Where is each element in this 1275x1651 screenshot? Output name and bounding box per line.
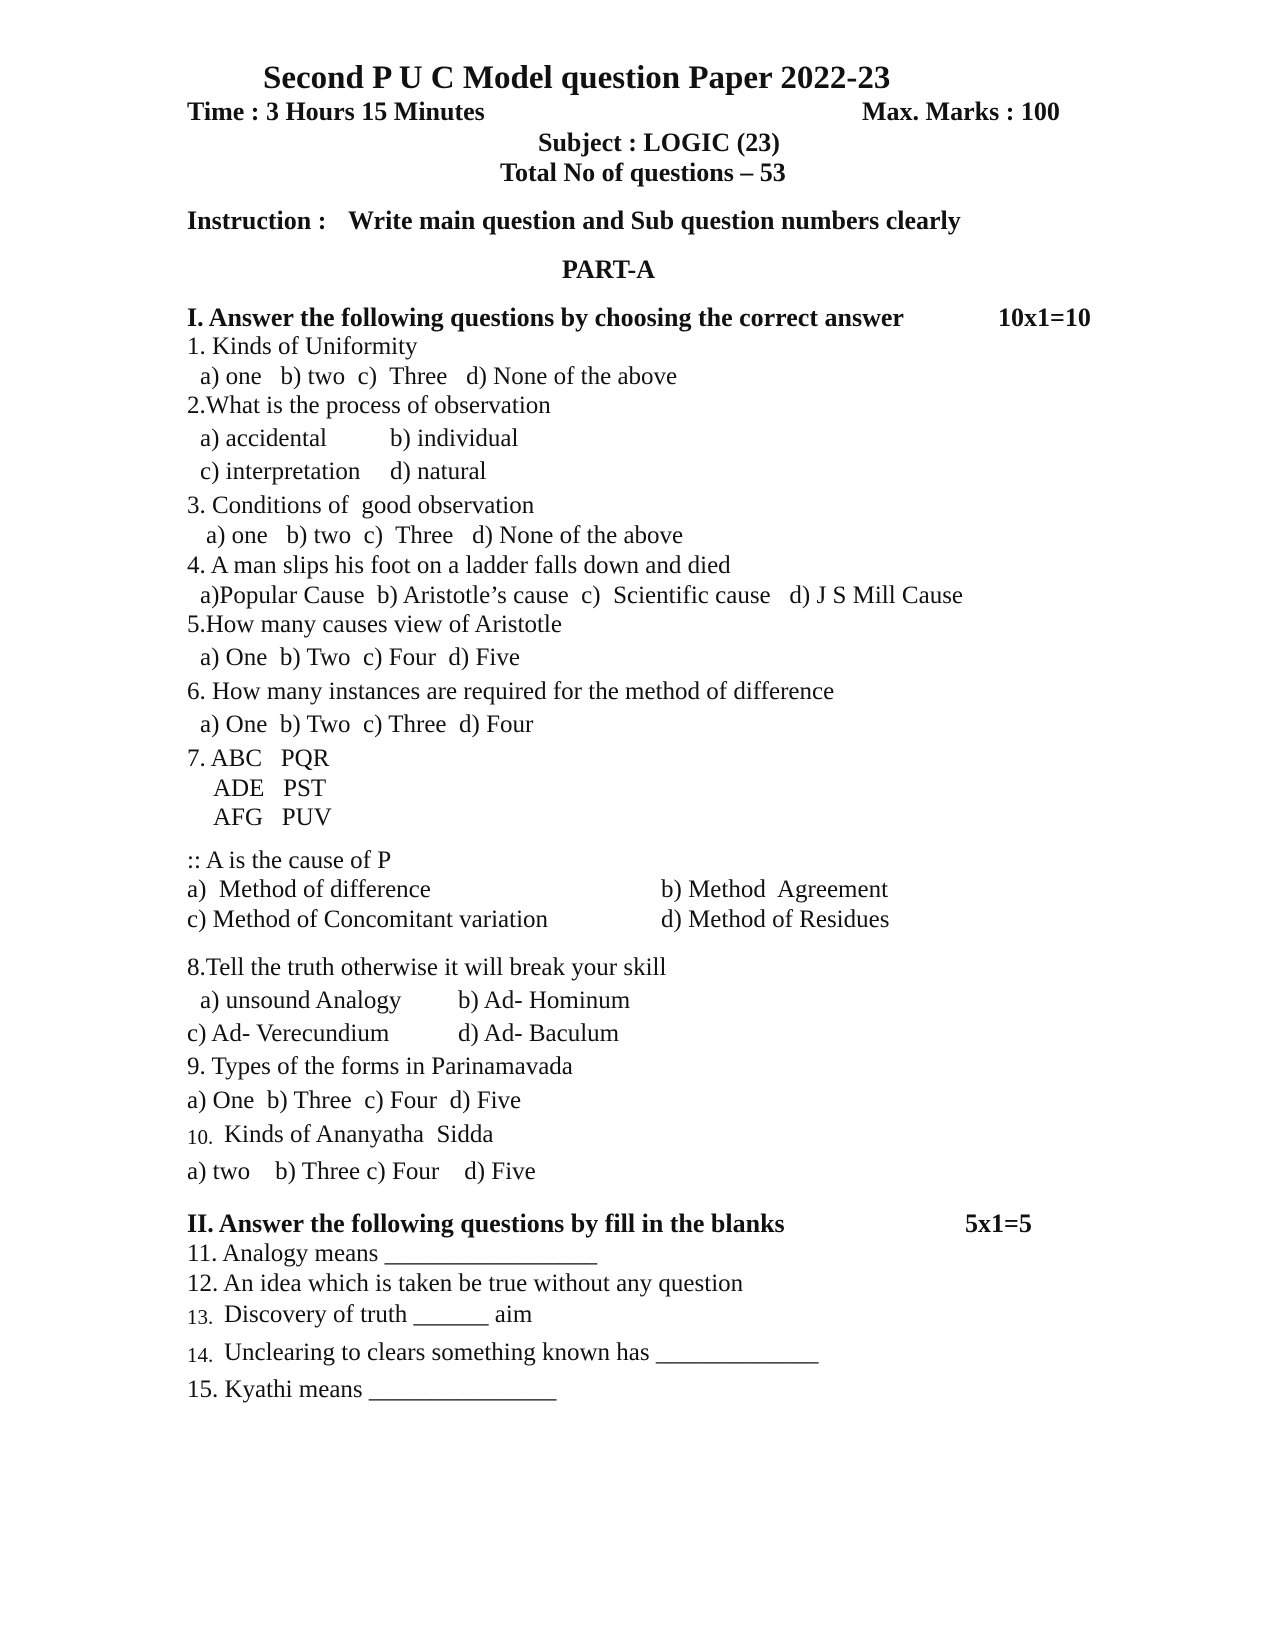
section1-heading: I. Answer the following questions by choosing the correct answer — [187, 303, 904, 332]
q7-option-d: d) Method of Residues — [661, 906, 890, 933]
q9-options: a) One b) Three c) Four d) Five — [187, 1087, 522, 1114]
q1-text: 1. Kinds of Uniformity — [187, 333, 418, 360]
section2-marks: 5x1=5 — [965, 1209, 1032, 1238]
q7-line2: ADE PST — [213, 775, 327, 802]
q8-option-c: c) Ad- Verecundium — [187, 1020, 390, 1047]
q12-text: 12. An idea which is taken be true without any question — [187, 1270, 744, 1297]
q13-number: 13. — [187, 1305, 214, 1329]
q8-option-a: a) unsound Analogy — [200, 987, 402, 1014]
part-a-title: PART-A — [562, 255, 655, 284]
q14-text: Unclearing to clears something known has _____________ — [224, 1339, 819, 1366]
q10-number: 10. — [187, 1125, 214, 1149]
subject: Subject : LOGIC (23) — [538, 128, 780, 157]
q7-option-b: b) Method Agreement — [661, 876, 889, 903]
q3-text: 3. Conditions of good observation — [187, 492, 535, 519]
q2-option-b: b) individual — [390, 425, 519, 452]
total-questions: Total No of questions – 53 — [500, 158, 786, 187]
q3-options: a) one b) two c) Three d) None of the above — [206, 522, 684, 549]
q7-conclusion: :: A is the cause of P — [187, 847, 392, 874]
q5-options: a) One b) Two c) Four d) Five — [200, 644, 520, 671]
q2-option-a: a) accidental — [200, 425, 327, 452]
section2-heading: II. Answer the following questions by fill in the blanks — [187, 1209, 785, 1238]
exam-time: Time : 3 Hours 15 Minutes — [187, 97, 485, 126]
q2-option-d: d) natural — [390, 458, 487, 485]
q4-text: 4. A man slips his foot on a ladder falls down and died — [187, 552, 731, 579]
q15-text: 15. Kyathi means _______________ — [187, 1376, 557, 1403]
instruction-text: Write main question and Sub question numbers clearly — [348, 206, 961, 235]
q5-text: 5.How many causes view of Aristotle — [187, 611, 562, 638]
q9-text: 9. Types of the forms in Parinamavada — [187, 1053, 573, 1080]
q1-options: a) one b) two c) Three d) None of the above — [200, 363, 678, 390]
max-marks: Max. Marks : 100 — [862, 97, 1060, 126]
q11-text: 11. Analogy means _________________ — [187, 1240, 598, 1267]
q14-number: 14. — [187, 1343, 214, 1367]
section1-marks: 10x1=10 — [998, 303, 1091, 332]
q7-option-c: c) Method of Concomitant variation — [187, 906, 549, 933]
q7-line1: 7. ABC PQR — [187, 745, 330, 772]
q13-text: Discovery of truth ______ aim — [224, 1301, 533, 1328]
q8-option-b: b) Ad- Hominum — [458, 987, 631, 1014]
q10-text: Kinds of Ananyatha Sidda — [224, 1121, 494, 1148]
page-title: Second P U C Model question Paper 2022-23 — [263, 60, 891, 96]
q6-options: a) One b) Two c) Three d) Four — [200, 711, 534, 738]
q2-option-c: c) interpretation — [200, 458, 361, 485]
q7-line3: AFG PUV — [213, 804, 332, 831]
q2-text: 2.What is the process of observation — [187, 392, 551, 419]
instruction-label: Instruction : — [187, 206, 327, 235]
q6-text: 6. How many instances are required for the method of difference — [187, 678, 835, 705]
q8-option-d: d) Ad- Baculum — [458, 1020, 620, 1047]
q10-options: a) two b) Three c) Four d) Five — [187, 1158, 536, 1185]
q7-option-a: a) Method of difference — [187, 876, 431, 903]
q4-options: a)Popular Cause b) Aristotle’s cause c) Scientific cause d) J S Mill Cause — [200, 582, 964, 609]
q8-text: 8.Tell the truth otherwise it will break your skill — [187, 954, 667, 981]
